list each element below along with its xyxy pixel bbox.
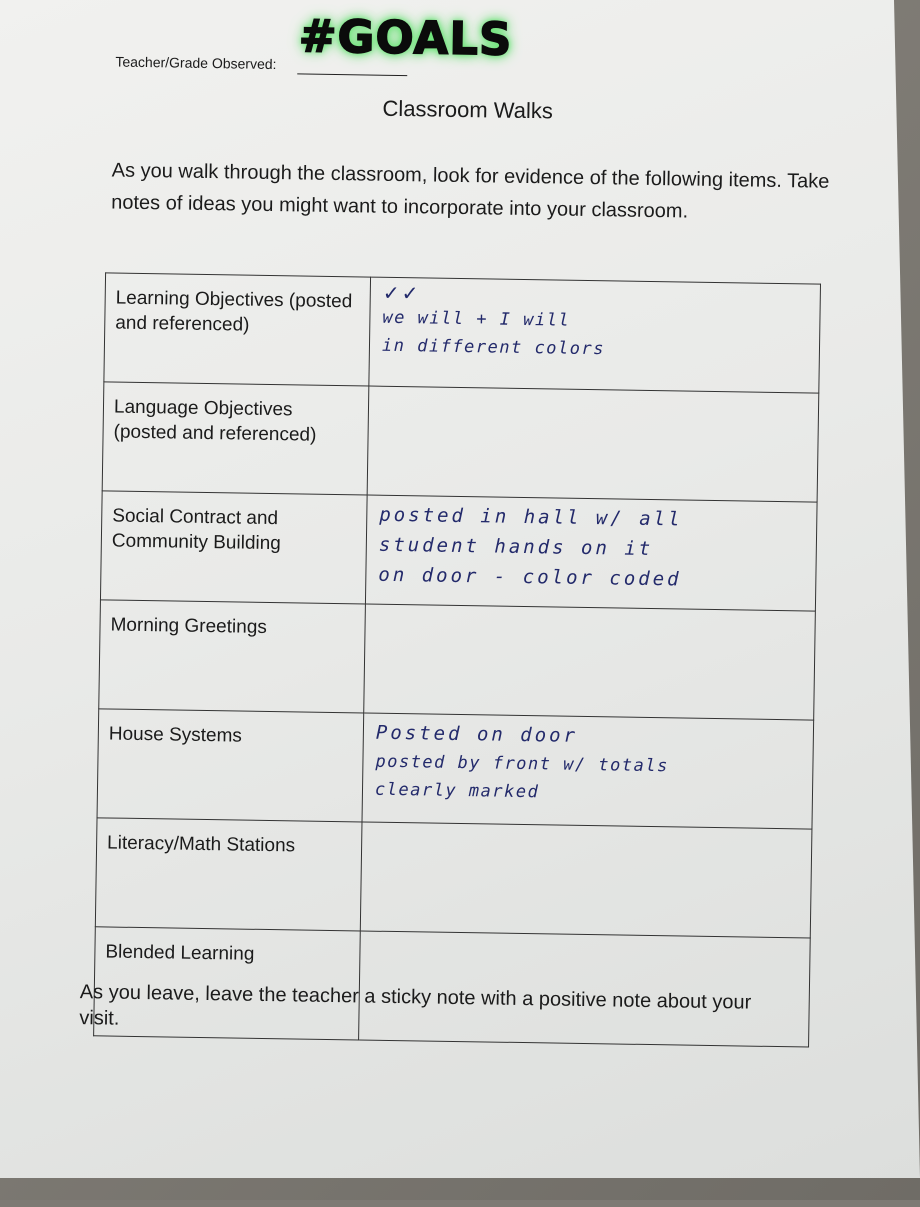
row-label-literacy-math-stations: Literacy/Math Stations [95, 818, 362, 931]
table-row [102, 382, 819, 502]
table-row [104, 273, 821, 393]
table-row [95, 818, 812, 938]
handwritten-note: clearly marked [374, 779, 540, 803]
handwritten-note: we will + I will [382, 307, 571, 331]
row-label-house-systems: House Systems [97, 709, 364, 822]
table-row [100, 491, 817, 611]
handwritten-note: posted in hall w/ all [379, 503, 683, 531]
goals-overlay-tag: #GOALS [298, 9, 513, 66]
handwritten-note: in different colors [381, 335, 606, 360]
row-notes-language-objectives [367, 386, 819, 502]
row-notes-social-contract [365, 495, 817, 611]
handwritten-note: posted by front w/ totals [375, 751, 669, 777]
closing-instructions: As you leave, leave the teacher a sticky note with a positive note about your visit. [79, 981, 752, 1030]
row-label-learning-objectives: Learning Objectives (posted and referenced) [104, 273, 371, 386]
row-notes-literacy-math-stations [360, 822, 812, 938]
row-notes-morning-greetings [364, 604, 816, 720]
observation-table [93, 272, 821, 1047]
teacher-grade-observed-label: Teacher/Grade Observed: [115, 53, 277, 73]
row-notes-learning-objectives [369, 277, 821, 393]
row-notes-house-systems [362, 713, 814, 829]
row-label-morning-greetings: Morning Greetings [99, 600, 366, 713]
checkmark-icon: ✓✓ [382, 280, 421, 306]
row-label-blended-learning: Blended Learning [94, 927, 361, 1040]
instructions-paragraph: As you walk through the classroom, look for evidence of the following items. Take notes of ideas you might want to incorporate into your classroom. [111, 159, 830, 223]
handwritten-note: Posted on door [375, 721, 579, 747]
handwritten-note: on door - color coded [378, 563, 682, 591]
row-label-social-contract: Social Contract and Community Building [100, 491, 367, 604]
handwritten-note: student hands on it [378, 533, 654, 561]
page-title: Classroom Walks [382, 95, 554, 124]
table-row [97, 709, 814, 829]
table-row [99, 600, 816, 720]
row-label-language-objectives: Language Objectives (posted and referenced) [102, 382, 369, 495]
